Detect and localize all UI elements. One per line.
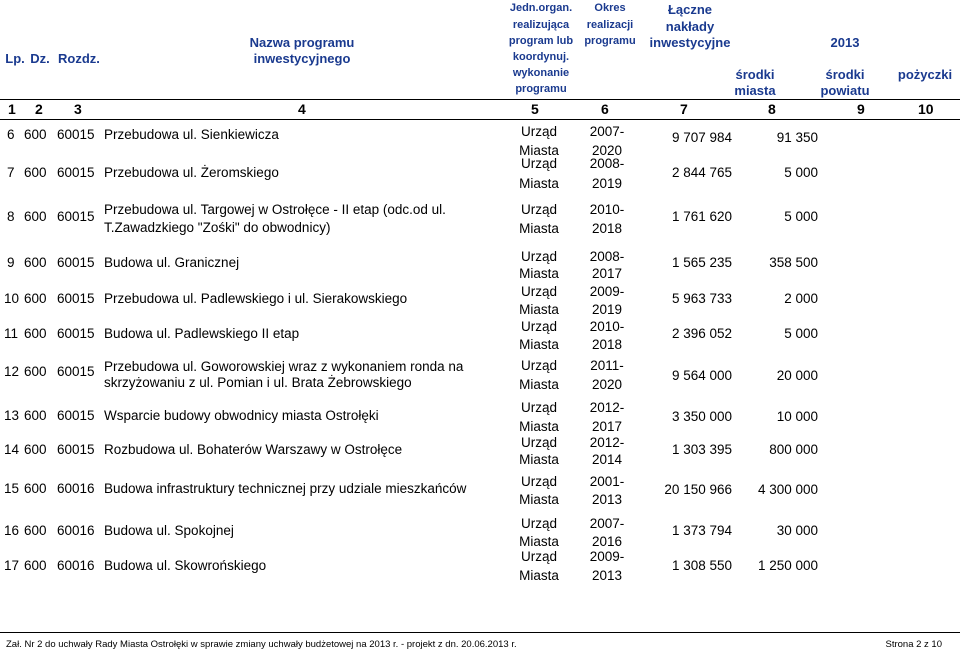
table-row <box>0 125 960 161</box>
divider <box>0 119 960 120</box>
cell-miasta: 2 000 <box>784 291 818 306</box>
column-numbers-row <box>0 100 960 120</box>
header-nazwa-line1: Nazwa programu <box>249 35 355 50</box>
header-srodki-miasta-line2: miasta <box>734 83 776 98</box>
cell-unit-line2: Miasta <box>519 221 559 236</box>
cell-total: 20 150 966 <box>664 482 732 497</box>
cell-period: 2009- <box>589 284 625 299</box>
cell-unit: Urząd <box>520 435 557 450</box>
cell-period: 2010- <box>589 319 625 334</box>
header-jedn-line5: wykonanie <box>512 67 570 79</box>
cell-period: 2008- <box>589 156 625 171</box>
cell-unit-line2: Miasta <box>519 492 559 507</box>
table-row <box>0 200 960 240</box>
cell-dz: 600 <box>24 481 47 496</box>
cell-lp: 15 <box>4 481 20 496</box>
cell-unit: Urząd <box>520 249 557 264</box>
cell-lp: 10 <box>4 291 20 306</box>
header-rozdz: Rozdz. <box>58 51 100 66</box>
cell-total: 1 761 620 <box>671 209 732 224</box>
cell-period: 2010- <box>589 202 625 217</box>
cell-miasta: 5 000 <box>784 165 818 180</box>
cell-period-line2: 2013 <box>591 568 623 583</box>
cell-name: Budowa infrastruktury technicznej przy udziale mieszkańców <box>104 481 467 496</box>
cell-period: 2012- <box>589 400 625 415</box>
page-number: Strona 2 z 10 <box>885 639 942 650</box>
cell-period-line2: 2017 <box>591 419 623 434</box>
cell-name: Przebudowa ul. Targowej w Ostrołęce - II etap (odc.od ul. <box>104 202 446 217</box>
cell-name-line2: skrzyżowaniu z ul. Pomian i ul. Brata Żebrowskiego <box>104 375 412 390</box>
header-lp: Lp. <box>5 51 25 66</box>
header-okres-line1: Okres <box>594 2 626 14</box>
cell-dz: 600 <box>24 165 47 180</box>
cell-rozdz: 60016 <box>57 558 95 573</box>
header-jedn-line4: koordynuj. <box>512 51 570 63</box>
cell-unit: Urząd <box>520 400 557 415</box>
header-laczne-line3: inwestycyjne <box>649 35 731 50</box>
cell-miasta: 30 000 <box>776 523 818 538</box>
table-row <box>0 283 960 319</box>
cell-dz: 600 <box>24 127 47 142</box>
cell-rozdz: 60015 <box>57 165 95 180</box>
cell-period-line2: 2018 <box>591 221 623 236</box>
cell-unit: Urząd <box>520 202 557 217</box>
cell-unit: Urząd <box>520 156 557 171</box>
header-srodki-miasta-line1: środki <box>735 67 775 82</box>
cell-period-line2: 2020 <box>591 377 623 392</box>
cell-period: 2008- <box>589 249 625 264</box>
column-number: 4 <box>298 101 306 117</box>
footer-note: Zał. Nr 2 do uchwały Rady Miasta Ostrołęki w sprawie zmiany uchwały budżetowej na 2013 r. - projekt z dn. 20.06.2013 r. <box>6 639 517 650</box>
cell-name: Budowa ul. Spokojnej <box>104 523 234 538</box>
cell-lp: 9 <box>7 255 15 270</box>
cell-dz: 600 <box>24 558 47 573</box>
cell-dz: 600 <box>24 209 47 224</box>
cell-rozdz: 60015 <box>57 127 95 142</box>
column-number: 9 <box>857 101 865 117</box>
cell-dz: 600 <box>24 408 47 423</box>
cell-miasta: 800 000 <box>769 442 818 457</box>
cell-unit: Urząd <box>520 319 557 334</box>
table-row <box>0 356 960 396</box>
cell-dz: 600 <box>24 255 47 270</box>
table-row <box>0 472 960 512</box>
cell-name: Przebudowa ul. Goworowskiej wraz z wykonaniem ronda na <box>104 359 464 374</box>
cell-period: 2007- <box>589 516 625 531</box>
cell-miasta: 20 000 <box>776 368 818 383</box>
cell-period-line2: 2018 <box>591 337 623 352</box>
cell-unit: Urząd <box>520 284 557 299</box>
cell-name: Przebudowa ul. Żeromskiego <box>104 165 279 180</box>
table-row <box>0 318 960 354</box>
cell-rozdz: 60015 <box>57 442 95 457</box>
header-year: 2013 <box>830 35 860 50</box>
cell-miasta: 10 000 <box>776 409 818 424</box>
cell-unit-line2: Miasta <box>519 452 559 467</box>
cell-rozdz: 60015 <box>57 408 95 423</box>
cell-unit-line2: Miasta <box>519 143 559 158</box>
column-number: 6 <box>601 101 609 117</box>
cell-period-line2: 2017 <box>591 266 623 281</box>
cell-period-line2: 2019 <box>591 176 623 191</box>
column-number: 7 <box>680 101 688 117</box>
cell-period-line2: 2019 <box>591 302 623 317</box>
cell-rozdz: 60015 <box>57 255 95 270</box>
cell-total: 1 373 794 <box>671 523 732 538</box>
cell-miasta: 4 300 000 <box>757 482 818 497</box>
header-okres-line3: programu <box>584 35 636 47</box>
cell-total: 2 396 052 <box>671 326 732 341</box>
cell-unit-line2: Miasta <box>519 176 559 191</box>
header-srodki-powiatu-line2: powiatu <box>820 83 870 98</box>
header-jedn-line1: Jedn.organ. <box>509 2 573 14</box>
cell-name: Budowa ul. Granicznej <box>104 255 240 270</box>
cell-rozdz: 60016 <box>57 481 95 496</box>
header-srodki-powiatu-line1: środki <box>825 67 865 82</box>
cell-dz: 600 <box>24 523 47 538</box>
header-laczne-line1: Łączne <box>667 2 713 17</box>
column-number: 8 <box>768 101 776 117</box>
header-pozyczki: pożyczki <box>897 67 953 82</box>
cell-period: 2007- <box>589 124 625 139</box>
cell-unit-line2: Miasta <box>519 377 559 392</box>
cell-miasta: 5 000 <box>784 209 818 224</box>
cell-dz: 600 <box>24 442 47 457</box>
column-number: 10 <box>918 101 934 117</box>
cell-unit-line2: Miasta <box>519 302 559 317</box>
cell-miasta: 5 000 <box>784 326 818 341</box>
cell-name: Budowa ul. Padlewskiego II etap <box>104 326 300 341</box>
cell-unit-line2: Miasta <box>519 266 559 281</box>
table-row <box>0 514 960 550</box>
cell-rozdz: 60015 <box>57 326 95 341</box>
cell-name: Wsparcie budowy obwodnicy miasta Ostrołęki <box>104 408 379 423</box>
cell-lp: 13 <box>4 408 20 423</box>
cell-lp: 16 <box>4 523 20 538</box>
header-okres-line2: realizacji <box>586 19 634 31</box>
column-number: 5 <box>531 101 539 117</box>
column-number: 3 <box>74 101 82 117</box>
cell-name: Przebudowa ul. Padlewskiego i ul. Sierakowskiego <box>104 291 408 306</box>
cell-total: 2 844 765 <box>671 165 732 180</box>
cell-lp: 12 <box>4 364 20 379</box>
header-nazwa-line2: inwestycyjnego <box>253 51 351 66</box>
cell-unit: Urząd <box>520 549 557 564</box>
cell-total: 1 303 395 <box>671 442 732 457</box>
table-row <box>0 400 960 436</box>
column-number: 1 <box>8 101 16 117</box>
cell-lp: 8 <box>7 209 15 224</box>
cell-miasta: 1 250 000 <box>757 558 818 573</box>
cell-lp: 17 <box>4 558 20 573</box>
cell-unit: Urząd <box>520 124 557 139</box>
cell-lp: 7 <box>7 165 15 180</box>
cell-rozdz: 60016 <box>57 523 95 538</box>
cell-name: Budowa ul. Skowrońskiego <box>104 558 267 573</box>
cell-unit-line2: Miasta <box>519 568 559 583</box>
cell-unit-line2: Miasta <box>519 534 559 549</box>
cell-period-line2: 2020 <box>591 143 623 158</box>
cell-unit: Urząd <box>520 474 557 489</box>
cell-lp: 14 <box>4 442 20 457</box>
header-dz: Dz. <box>30 51 50 66</box>
cell-period-line2: 2013 <box>591 492 623 507</box>
cell-dz: 600 <box>24 291 47 306</box>
cell-period: 2009- <box>589 549 625 564</box>
cell-total: 1 565 235 <box>671 255 732 270</box>
cell-period-line2: 2014 <box>591 452 623 467</box>
cell-total: 3 350 000 <box>671 409 732 424</box>
cell-period-line2: 2016 <box>591 534 623 549</box>
table-row <box>0 434 960 470</box>
cell-dz: 600 <box>24 326 47 341</box>
cell-dz: 600 <box>24 364 47 379</box>
table-row <box>0 550 960 586</box>
header-jedn-line2: realizująca <box>512 19 570 31</box>
cell-miasta: 91 350 <box>776 130 818 145</box>
cell-total: 5 963 733 <box>671 291 732 306</box>
table-row <box>0 156 960 196</box>
cell-unit-line2: Miasta <box>519 337 559 352</box>
cell-total: 9 707 984 <box>671 130 732 145</box>
cell-unit-line2: Miasta <box>519 419 559 434</box>
cell-period: 2012- <box>589 435 625 450</box>
cell-period: 2011- <box>590 358 624 373</box>
header-jedn-line6: programu <box>515 83 567 95</box>
cell-name: Przebudowa ul. Sienkiewicza <box>104 127 279 142</box>
header-jedn-line3: program lub <box>508 35 574 47</box>
cell-lp: 11 <box>4 326 19 341</box>
cell-miasta: 358 500 <box>769 255 818 270</box>
column-number: 2 <box>35 101 43 117</box>
cell-name: Rozbudowa ul. Bohaterów Warszawy w Ostrołęce <box>104 442 403 457</box>
cell-unit: Urząd <box>520 358 557 373</box>
cell-total: 9 564 000 <box>671 368 732 383</box>
cell-rozdz: 60015 <box>57 364 95 379</box>
header-laczne-line2: nakłady <box>665 19 715 34</box>
cell-rozdz: 60015 <box>57 291 95 306</box>
cell-name-line2: T.Zawadzkiego "Zośki" do obwodnicy) <box>104 220 331 235</box>
footer-divider <box>0 632 960 633</box>
cell-total: 1 308 550 <box>671 558 732 573</box>
cell-rozdz: 60015 <box>57 209 95 224</box>
table-row <box>0 247 960 283</box>
cell-period: 2001- <box>589 474 625 489</box>
cell-lp: 6 <box>7 127 15 142</box>
cell-unit: Urząd <box>520 516 557 531</box>
